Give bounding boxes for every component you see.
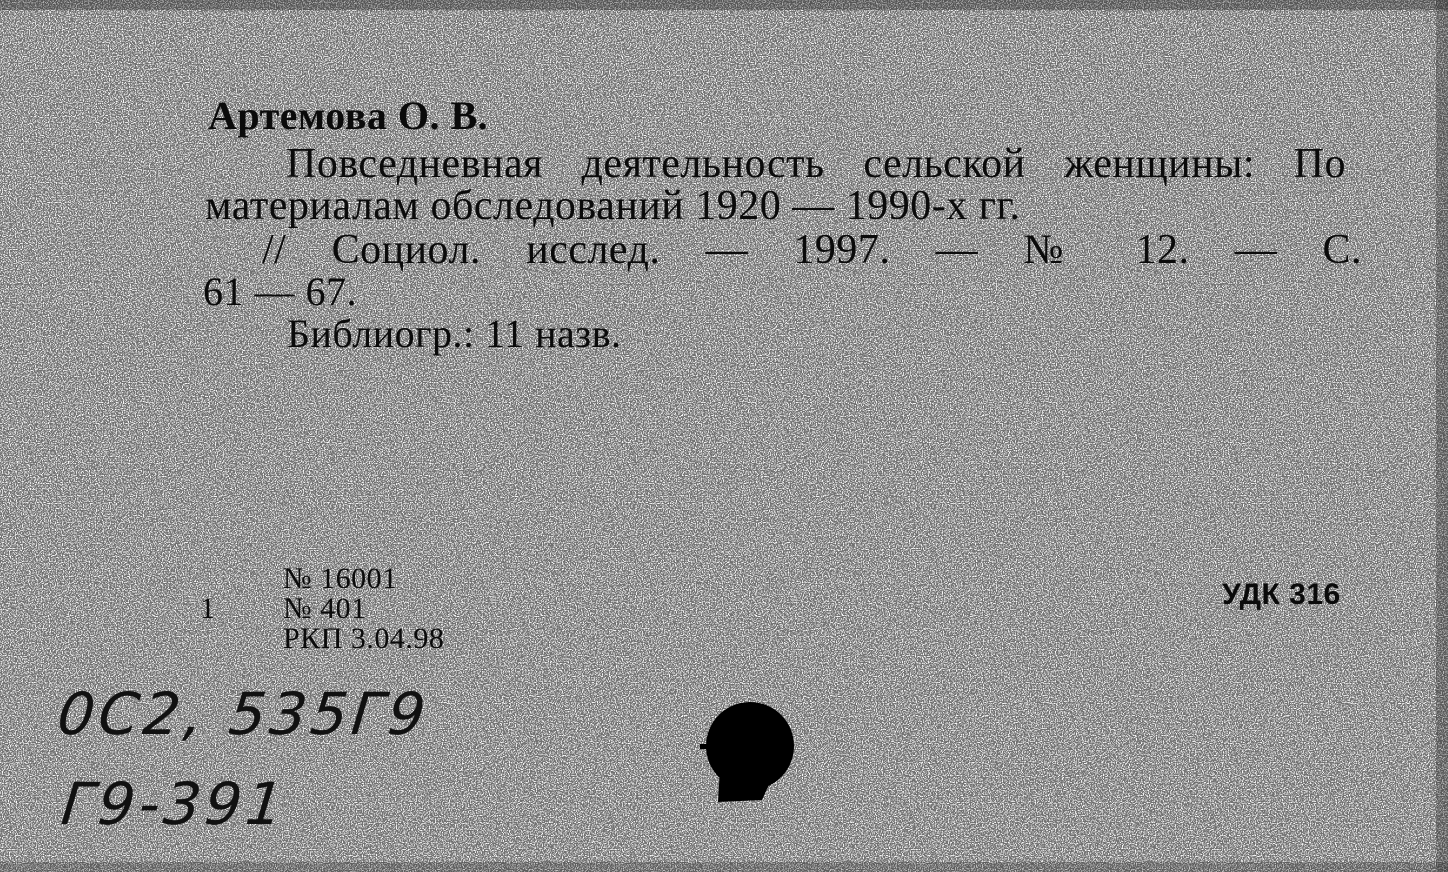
punch-hole-icon xyxy=(700,698,800,808)
inventory-number-1: № 16001 xyxy=(283,562,398,595)
copy-count: 1 xyxy=(200,592,216,625)
rkp-stamp: РКП 3.04.98 xyxy=(283,622,445,655)
inventory-number-2: № 401 xyxy=(283,592,367,625)
title-line-1: Повседневная деятельность сельской женщины: По xyxy=(286,141,1346,187)
title-line-2: материалам обследований 1920 — 1990-х гг. xyxy=(205,183,1021,229)
bibliography-note: Библиогр.: 11 назв. xyxy=(287,311,622,356)
source-line-2: 61 — 67. xyxy=(203,269,357,314)
handwritten-shelf-mark: 0С2, 535Г9 xyxy=(54,680,433,748)
handwritten-author-mark: Г9-391 xyxy=(58,770,291,838)
author-heading: Артемова О. В. xyxy=(208,93,489,138)
udk-code: УДК 316 xyxy=(1222,578,1341,611)
source-line-1: // Социол. исслед. — 1997. — № 12. — С. xyxy=(262,227,1362,273)
